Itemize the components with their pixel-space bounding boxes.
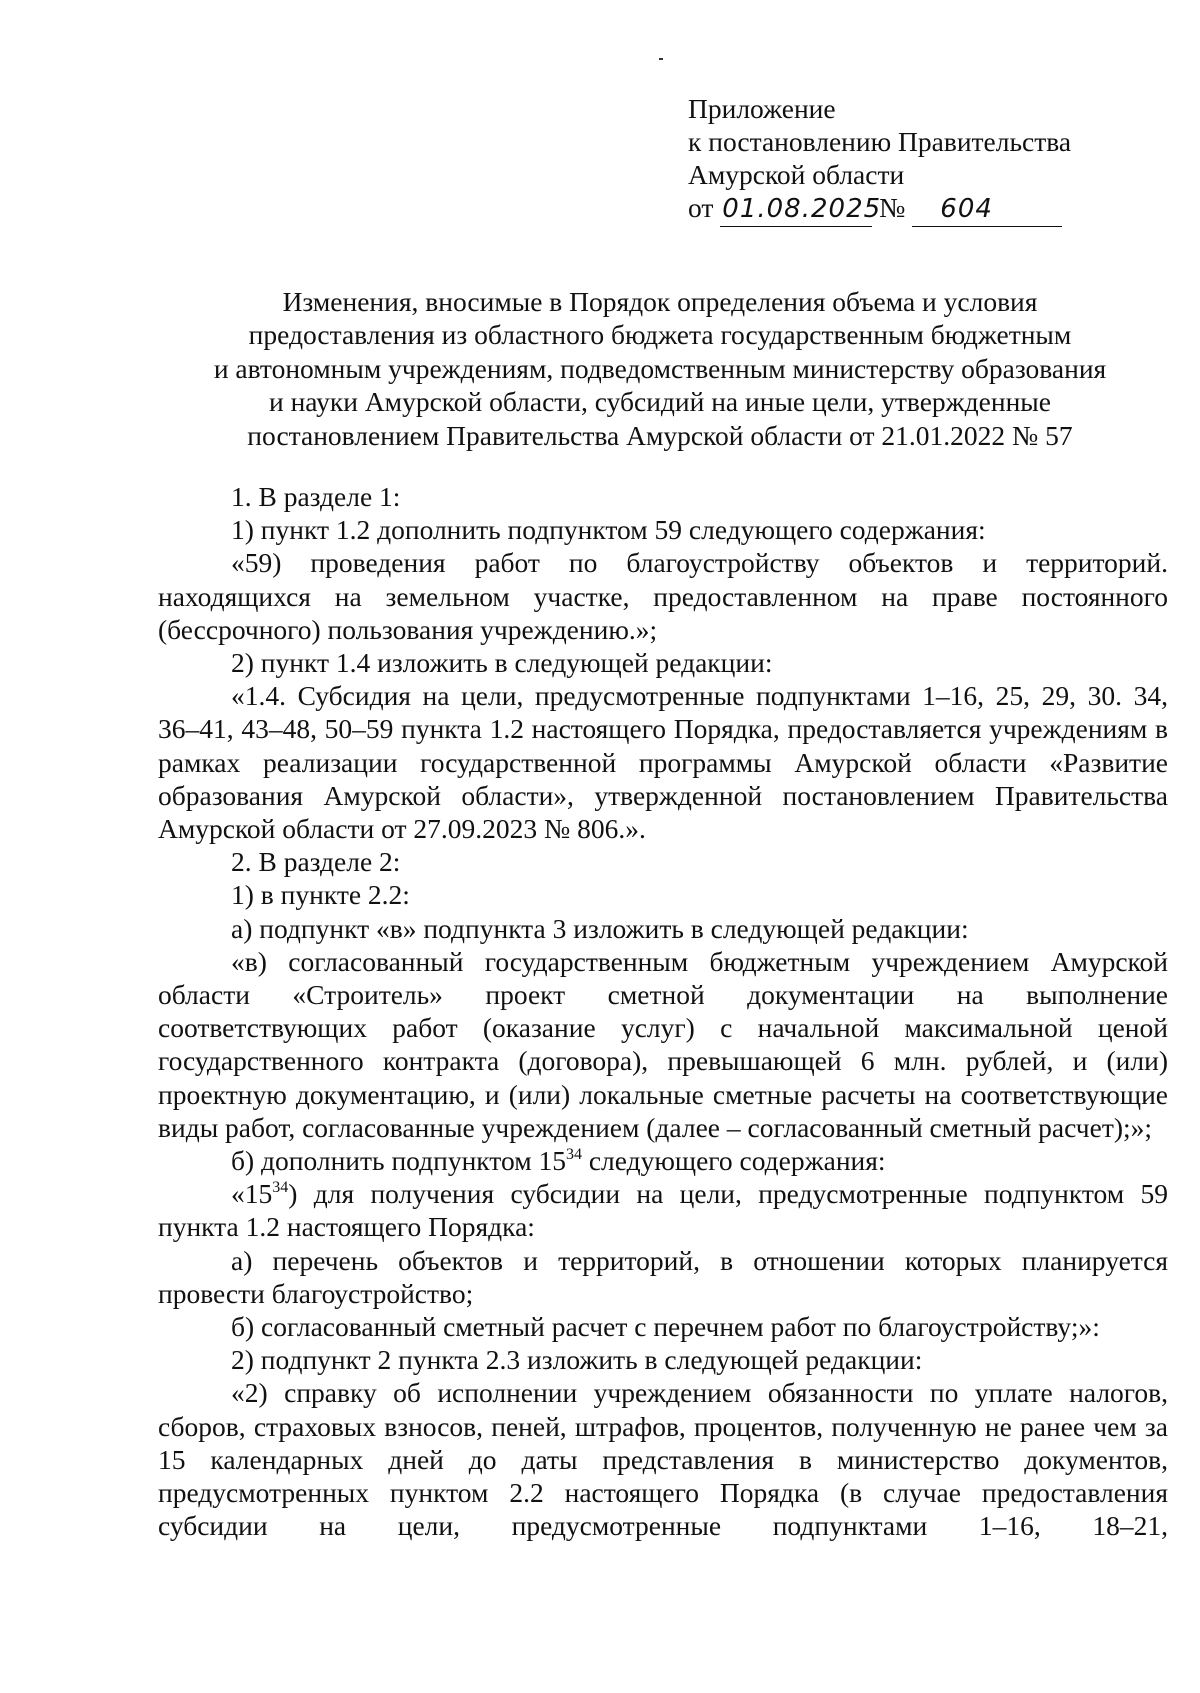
paragraph: «2) справку об исполнении учреждением обязанности по уплате налогов, сборов, страховых взносов, пеней, штрафов, процентов, полученную не ранее чем за 15 календарных дней до даты представления в министерство документов, предусмотренных пунктом 2.2 настоящего Порядка (в случае предоставления субсидии на цели, предусмотренные подпунктами 1–16, 18–21, — [158, 1377, 1168, 1542]
appendix-line: Приложение — [688, 93, 836, 124]
appendix-line: Амурской области — [688, 159, 905, 190]
paragraph: «59) проведения работ по благоустройству объектов и территорий. находящихся на земельном участке, предоставленном на праве постоянного (бессрочного) пользования учреждению.»; — [158, 547, 1168, 645]
paragraph: 2. В разделе 2: — [231, 846, 401, 878]
paragraph: «в) согласованный государственным бюджетным учреждением Амурской области «Строитель» проект сметной документации на выполнение соответствующих работ (оказание услуг) с начальной максимальной ценой государственного контракта (договора), превышающей 6 млн. рублей, и (или) проектную документацию, и (или) локальные сметные расчеты на соответствующие виды работ, согласованные учреждением (далее – согласованный сметный расчет);»; — [158, 945, 1168, 1143]
document-title — [150, 285, 1170, 452]
appendix-date-line — [688, 191, 1071, 227]
handwritten-number: 604 — [912, 193, 1062, 227]
paragraph: 2) подпункт 2 пункта 2.3 изложить в следующей редакции: — [231, 1344, 923, 1376]
superscript: 34 — [565, 1146, 582, 1164]
title-line: и науки Амурской области, субсидий на иные цели, утвержденные — [269, 386, 1051, 418]
document-body — [158, 480, 1168, 1543]
title-line: Изменения, вносимые в Порядок определения объема и условия — [282, 286, 1038, 317]
title-line: предоставления из областного бюджета государственным бюджетным — [248, 319, 1072, 351]
paragraph: «1.4. Субсидия на цели, предусмотренные подпунктами 1–16, 25, 29, 30. 34, 36–41, 43–48, 50–59 пункта 1.2 настоящего Порядка, предоставляется учреждениям в рамках реализации государственной программы Амурской области «Развитие образования Амурской области», утвержденной постановлением Правительства Амурской области от 27.09.2023 № 806.». — [158, 680, 1168, 845]
paragraph: 1) пункт 1.2 дополнить подпунктом 59 следующего содержания: — [231, 514, 986, 546]
scan-mark — [659, 58, 663, 60]
paragraph — [158, 1144, 1168, 1177]
handwritten-date: 01.08.2025 — [720, 193, 872, 227]
paragraph — [158, 1177, 1168, 1243]
appendix-line: к постановлению Правительства — [688, 126, 1072, 157]
text-run: б) дополнить подпунктом 15 — [231, 1145, 566, 1177]
superscript: 34 — [272, 1179, 289, 1197]
title-line: постановлением Правительства Амурской области от 21.01.2022 № 57 — [247, 419, 1073, 451]
paragraph: б) согласованный сметный расчет с перечнем работ по благоустройству;»: — [231, 1311, 1100, 1343]
paragraph: а) подпункт «в» подпункта 3 изложить в следующей редакции: — [231, 912, 969, 944]
text-run: «15 — [231, 1178, 273, 1210]
paragraph: а) перечень объектов и территорий, в отношении которых планируется провести благоустройство; — [158, 1244, 1168, 1309]
paragraph: 1) в пункте 2.2: — [231, 879, 410, 911]
paragraph: 2) пункт 1.4 изложить в следующей редакции: — [231, 647, 773, 679]
appendix-header — [688, 92, 1071, 227]
number-label: № — [879, 192, 906, 223]
paragraph: 1. В разделе 1: — [231, 481, 401, 512]
title-line: и автономным учреждениям, подведомственным министерству образования — [213, 352, 1107, 384]
date-prefix: от — [688, 192, 714, 223]
text-run: ) для получения субсидии на цели, предусмотренные подпунктом 59 пункта 1.2 настоящего Порядка: — [158, 1178, 1168, 1243]
text-run: следующего содержания: — [581, 1145, 886, 1177]
